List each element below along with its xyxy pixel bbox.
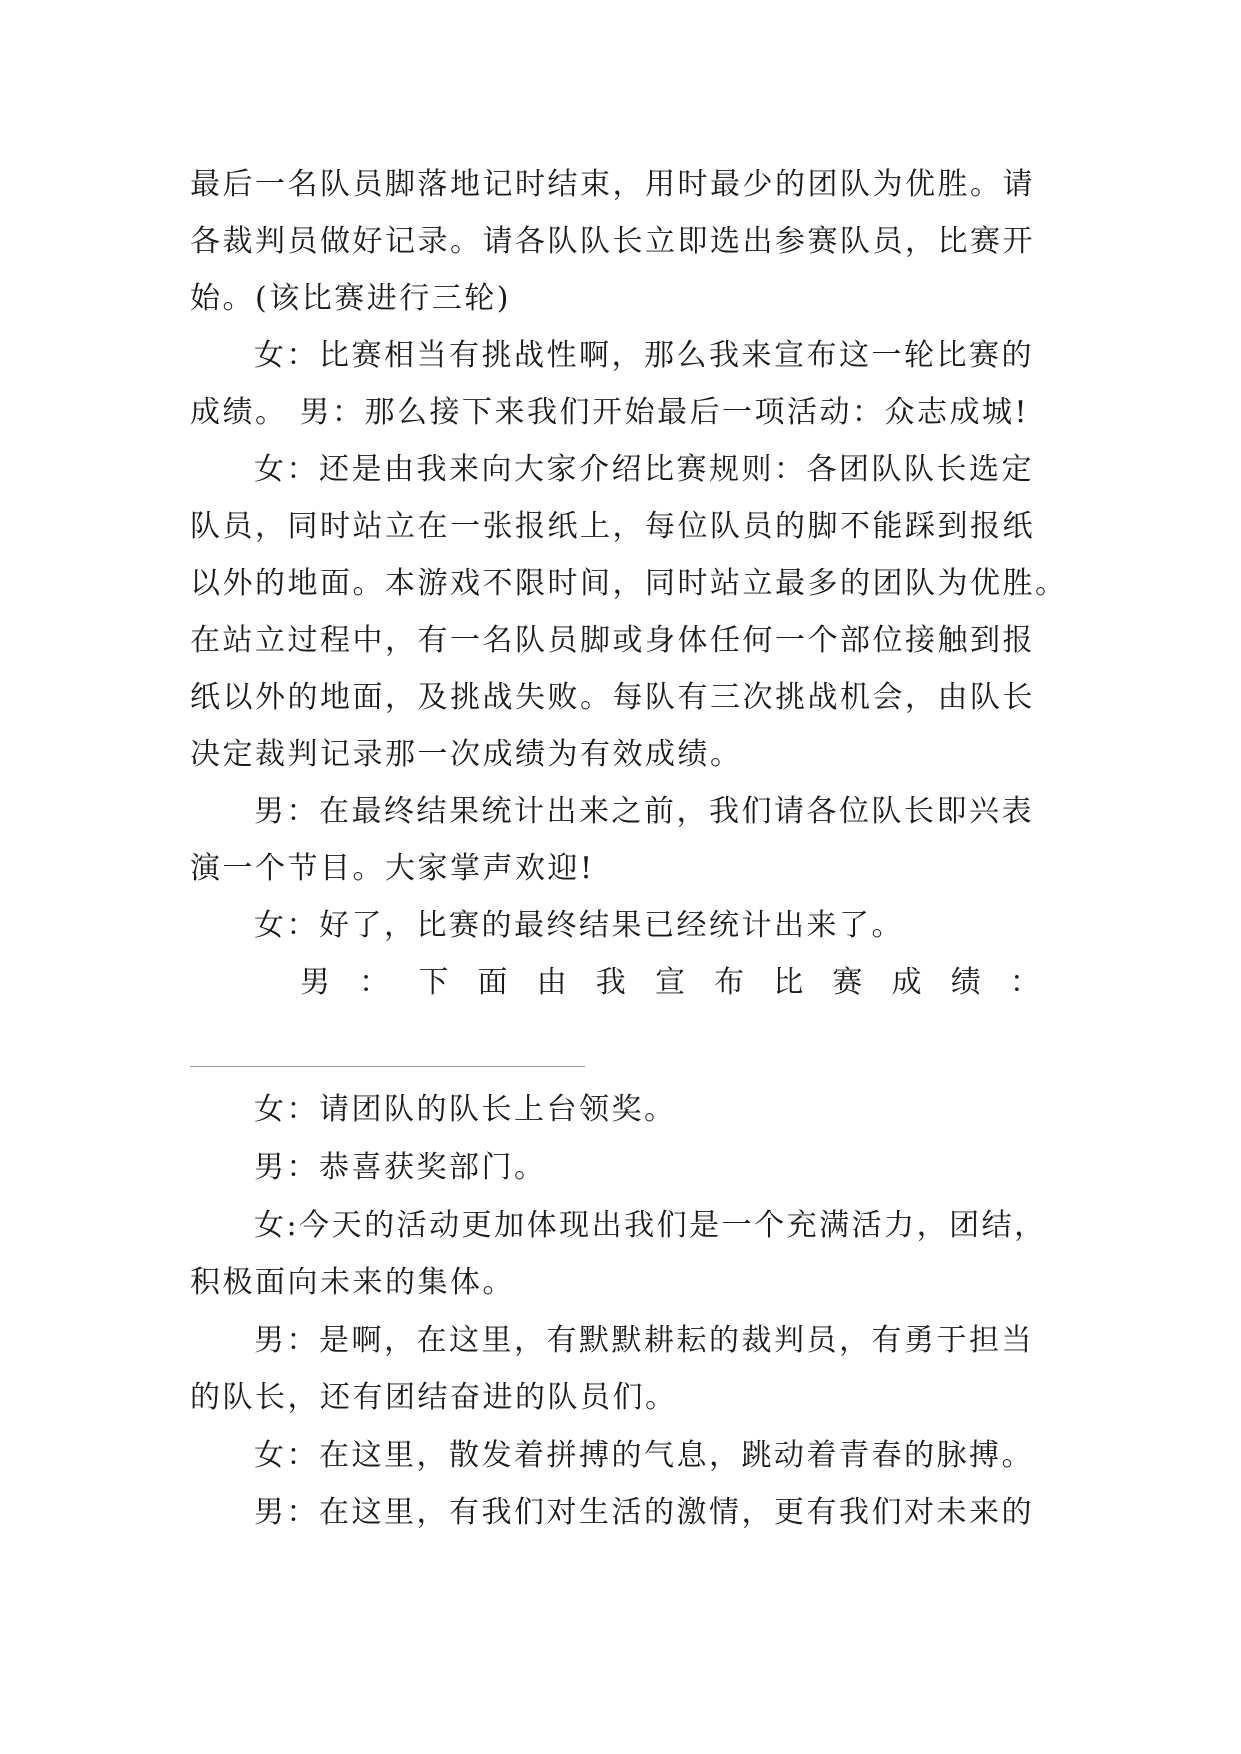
text-line: 女：还是由我来向大家介绍比赛规则：各团队队长选定 (254, 452, 1034, 487)
text-line: 男：是啊，在这里，有默默耕耘的裁判员，有勇于担当 (254, 1323, 1034, 1358)
blank-underline (190, 1066, 585, 1067)
text-line: 女：好了，比赛的最终结果已经统计出来了。 (254, 908, 904, 943)
text-line: 演一个节目。大家掌声欢迎! (190, 851, 595, 886)
text-line: 积极面向未来的集体。 (190, 1265, 515, 1300)
text-glyph: ： (359, 965, 390, 1000)
text-line: 男：在这里，有我们对生活的激情，更有我们对未来的 (254, 1495, 1034, 1530)
text-line: 以外的地面。本游戏不限时间，同时站立最多的团队为优胜。 (190, 566, 1068, 601)
text-line: 男：恭喜获奖部门。 (254, 1150, 547, 1185)
text-glyph: 我 (595, 965, 626, 1000)
text-line: 始。(该比赛进行三轮) (190, 281, 511, 316)
text-glyph: 由 (536, 965, 567, 1000)
text-glyph: ： (1009, 965, 1040, 1000)
text-line: 在站立过程中，有一名队员脚或身体任何一个部位接触到报 (190, 623, 1035, 658)
text-line: 的队长，还有团结奋进的队员们。 (190, 1380, 678, 1415)
text-glyph: 赛 (832, 965, 863, 1000)
text-line: 纸以外的地面，及挑战失败。每队有三次挑战机会，由队长 (190, 680, 1035, 715)
text-line: 最后一名队员脚落地记时结束，用时最少的团队为优胜。请 (190, 167, 1035, 202)
text-glyph: 面 (477, 965, 508, 1000)
text-line: 女:今天的活动更加体现出我们是一个充满活力，团结， (254, 1208, 1047, 1243)
speaker-label: 男 (300, 965, 330, 1000)
announcement-line (300, 963, 1040, 1003)
text-line: 成绩。 男：那么接下来我们开始最后一项活动：众志成城! (190, 395, 1030, 430)
text-glyph: 成 (891, 965, 922, 1000)
text-glyph: 比 (773, 965, 804, 1000)
text-glyph: 宣 (654, 965, 685, 1000)
text-line: 队员，同时站立在一张报纸上，每位队员的脚不能踩到报纸 (190, 509, 1035, 544)
text-line: 决定裁判记录那一次成绩为有效成绩。 (190, 737, 743, 772)
text-glyph: 下 (418, 965, 449, 1000)
text-line: 各裁判员做好记录。请各队队长立即选出参赛队员，比赛开 (190, 224, 1035, 259)
text-line: 女：请团队的队长上台领奖。 (254, 1092, 677, 1127)
text-line: 女：在这里，散发着拼搏的气息，跳动着青春的脉搏。 (254, 1438, 1034, 1473)
text-glyph: 布 (714, 965, 745, 1000)
text-line: 男：在最终结果统计出来之前，我们请各位队长即兴表 (254, 794, 1034, 829)
text-line: 女：比赛相当有挑战性啊，那么我来宣布这一轮比赛的 (254, 338, 1034, 373)
text-glyph: 绩 (950, 965, 981, 1000)
